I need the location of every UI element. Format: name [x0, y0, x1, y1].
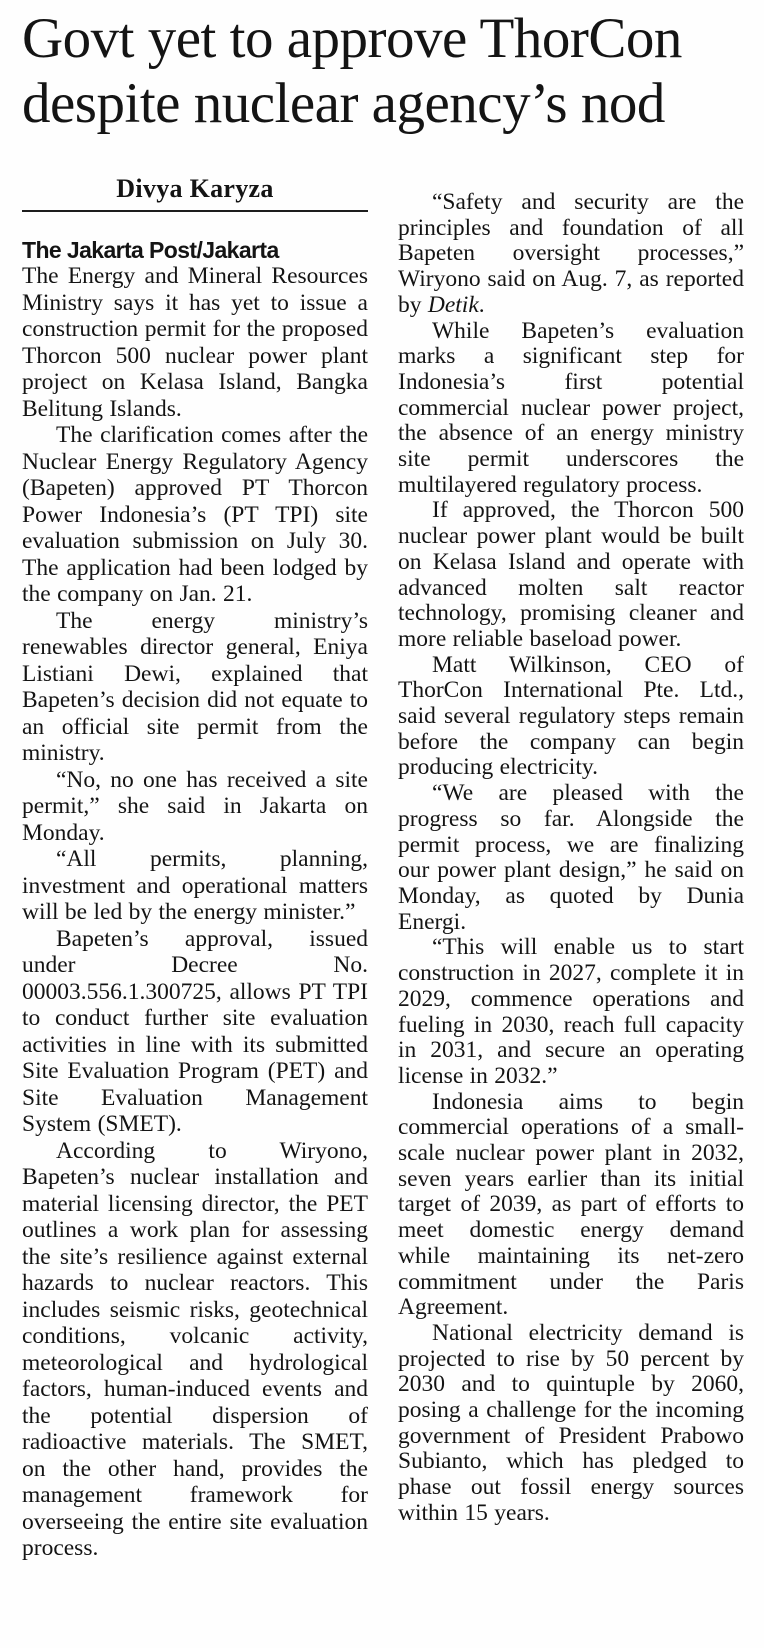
article-paragraph: [398, 190, 744, 319]
paragraph-text: Matt Wilkinson, CEO of ThorCon International Pte. Ltd., said several regulatory steps remain before the company can begin producing electricity.: [398, 651, 744, 781]
article-paragraph: [398, 1090, 744, 1321]
paragraph-text: Bapeten’s approval, issued under Decree No. 00003.556.1.300725, allows PT TPI to conduct further site evaluation activities in line with its submitted Site Evaluation Program (PET) and Site Evaluation Management System (SMET).: [22, 925, 368, 1137]
right-column: [398, 176, 744, 1562]
article-paragraph: [398, 935, 744, 1089]
paragraph-text: If approved, the Thorcon 500 nuclear power plant would be built on Kelasa Island and operate with advanced molten salt reactor technology, promising cleaner and more reliable baseload power.: [398, 497, 744, 652]
paragraph-text: .: [478, 291, 485, 318]
paragraph-text: “Safety and security are the principles and foundation of all Bapeten oversight processes,” Wiryono said on Aug. 7, as reported by: [398, 189, 744, 318]
paragraph-text: The clarification comes after the Nuclear Energy Regulatory Agency (Bapeten) approved PT Thorcon Power Indonesia’s (PT TPI) site evaluation submission on July 30. The application had been lodged by the company on Jan. 21.: [22, 422, 368, 607]
article-paragraph: [22, 608, 368, 767]
italic-text: Detik: [427, 291, 479, 318]
paragraph-text: “This will enable us to start construction in 2027, complete it in 2029, commence operations and fueling in 2030, reach full capacity in 2031, and secure an operating license in 2032.”: [398, 934, 744, 1089]
article-paragraph: [22, 767, 368, 847]
paragraph-text: Indonesia aims to begin commercial operations of a small-scale nuclear power plant in 2032, seven years earlier than its initial target of 2039, as part of efforts to meet domestic energy demand while maintaining its net-zero commitment under the Paris Agreement.: [398, 1088, 744, 1321]
paragraph-text: “No, no one has received a site permit,” she said in Jakarta on Monday.: [22, 766, 368, 846]
dateline: The Jakarta Post/Jakarta: [22, 237, 279, 263]
byline-divider: [22, 210, 368, 212]
headline-line-1: Govt yet to approve ThorCon: [22, 7, 682, 70]
paragraph-text: While Bapeten’s evaluation marks a significant step for Indonesia’s first potential commercial nuclear power project, the absence of an energy ministry site permit underscores the multilayered regulatory process.: [398, 317, 744, 498]
headline-line-2: despite nuclear agency’s nod: [22, 72, 665, 135]
article-paragraph: [398, 653, 744, 782]
article-headline: [22, 6, 744, 136]
article-columns: [22, 176, 744, 1562]
paragraph-text: The energy ministry’s renewables director general, Eniya Listiani Dewi, explained that Bapeten’s decision did not equate to an official site permit from the ministry.: [22, 607, 368, 766]
byline: Divya Karyza: [116, 174, 274, 203]
paragraph-text: According to Wiryono, Bapeten’s nuclear installation and material licensing director, the PET outlines a work plan for assessing the site’s resilience against external hazards to nuclear reactors. This includes seismic risks, geotechnical conditions, volcanic activity, meteorological and hydrological factors, human-induced events and the potential dispersion of radioactive materials. The SMET, on the other hand, provides the management framework for overseeing the entire site evaluation process.: [22, 1137, 368, 1561]
article-paragraph: [398, 781, 744, 935]
article-paragraph: [398, 1321, 744, 1527]
article-paragraph: [22, 846, 368, 926]
paragraph-text: “We are pleased with the progress so far. Alongside the permit process, we are finalizing our power plant design,” he said on Monday, as quoted by Dunia Energi.: [398, 780, 744, 935]
left-column: [22, 176, 368, 1562]
article-paragraph: [398, 319, 744, 499]
article-paragraph: [22, 926, 368, 1138]
paragraph-text: National electricity demand is projected to rise by 50 percent by 2030 and to quintuple by 2060, posing a challenge for the incoming government of President Prabowo Subianto, which has pledged to phase out fossil energy sources within 15 years.: [398, 1319, 744, 1526]
paragraph-text: “All permits, planning, investment and operational matters will be led by the energy minister.”: [22, 846, 368, 925]
left-column-body: [22, 263, 368, 1562]
right-column-body: [398, 190, 744, 1527]
article-paragraph: [22, 1138, 368, 1562]
article-paragraph: [22, 422, 368, 608]
article-paragraph: [398, 498, 744, 652]
paragraph-text: The Energy and Mineral Resources Ministry says it has yet to issue a construction permit for the proposed Thorcon 500 nuclear power plant project on Kelasa Island, Bangka Belitung Islands.: [22, 263, 368, 422]
article-paragraph: [22, 263, 368, 422]
